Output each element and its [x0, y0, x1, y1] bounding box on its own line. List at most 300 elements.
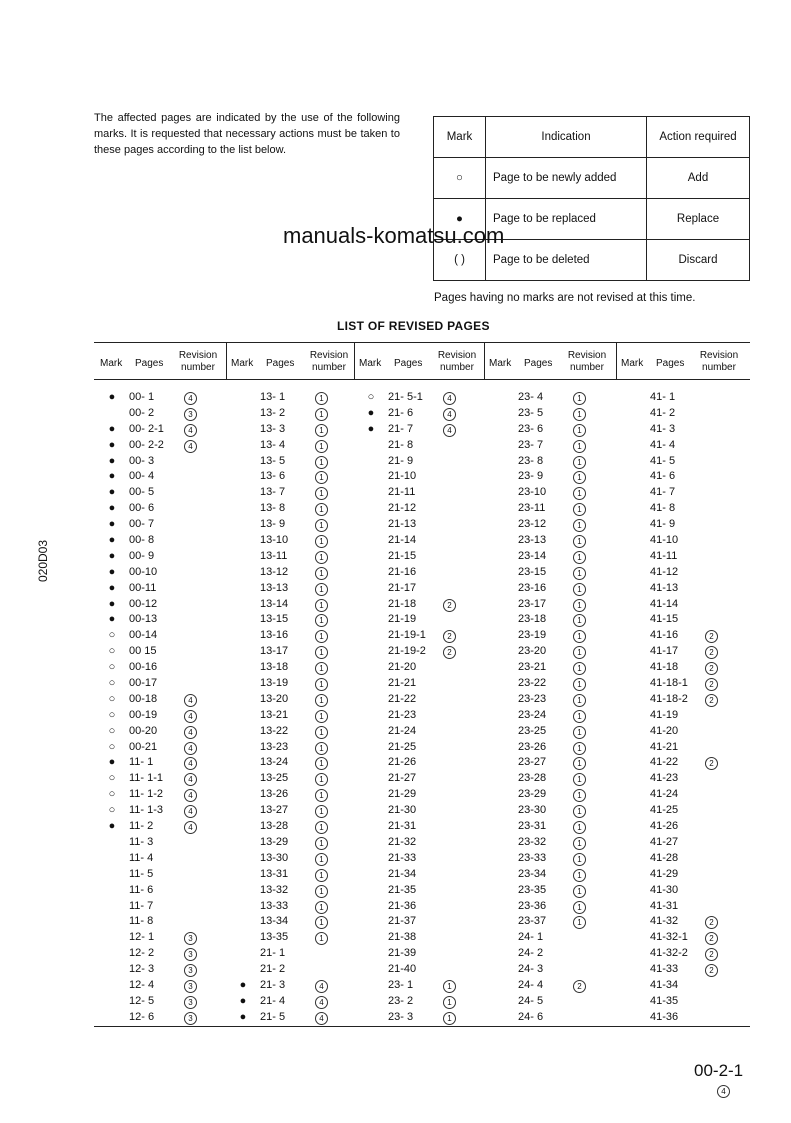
row-revision: 1 — [573, 519, 586, 532]
row-revision: 1 — [315, 535, 328, 548]
row-page: 13-12 — [260, 565, 289, 578]
header-pages: Pages — [524, 358, 553, 369]
row-revision: 4 — [184, 694, 197, 707]
row-revision: 1 — [573, 901, 586, 914]
row-page: 23- 4 — [518, 391, 544, 403]
row-page: 21- 8 — [388, 438, 414, 451]
row-page: 41-25 — [650, 804, 679, 817]
row-page: 23-18 — [518, 613, 547, 626]
row-page: 21-29 — [388, 788, 417, 801]
row-mark: ○ — [108, 788, 116, 801]
row-revision: 1 — [315, 503, 328, 516]
row-page: 13- 9 — [260, 518, 286, 531]
header-mark: Mark — [489, 358, 512, 369]
row-page: 13-24 — [260, 756, 289, 769]
row-page: 13-23 — [260, 740, 289, 753]
row-page: 13-31 — [260, 867, 289, 880]
header-revision: Revision number — [567, 350, 607, 373]
row-page: 13- 5 — [260, 454, 286, 467]
row-revision: 2 — [705, 630, 718, 643]
row-page: 21-20 — [388, 661, 417, 674]
row-page: 23-26 — [518, 740, 547, 753]
row-page: 23-12 — [518, 518, 547, 531]
row-page: 21-23 — [388, 708, 417, 721]
row-page: 00-13 — [129, 613, 158, 626]
row-page: 41- 4 — [650, 438, 676, 451]
row-page: 00- 1 — [129, 391, 155, 403]
row-revision: 2 — [705, 948, 718, 961]
row-revision: 3 — [184, 948, 197, 961]
row-page: 12- 2 — [129, 947, 155, 960]
row-revision: 1 — [315, 583, 328, 596]
row-page: 21- 5-1 — [388, 391, 423, 403]
row-page: 21-16 — [388, 565, 417, 578]
column-divider — [616, 343, 617, 379]
row-revision: 1 — [315, 551, 328, 564]
row-page: 23-33 — [518, 851, 547, 864]
row-mark: ● — [108, 581, 116, 594]
row-page: 13-17 — [260, 645, 289, 658]
legend-action: Discard — [647, 240, 750, 281]
row-mark: ● — [108, 820, 116, 833]
row-revision: 1 — [315, 742, 328, 755]
row-revision: 1 — [573, 773, 586, 786]
row-revision: 1 — [573, 503, 586, 516]
row-revision: 4 — [184, 710, 197, 723]
row-revision: 1 — [315, 424, 328, 437]
row-page: 41-33 — [650, 963, 679, 976]
row-page: 23- 5 — [518, 406, 544, 419]
row-page: 23-37 — [518, 915, 547, 928]
row-page: 21-19-1 — [388, 629, 426, 642]
row-revision: 1 — [315, 932, 328, 945]
row-page: 41-10 — [650, 534, 679, 547]
row-page: 00-19 — [129, 708, 158, 721]
column-divider — [354, 343, 355, 379]
row-revision: 1 — [573, 424, 586, 437]
row-page: 11- 5 — [129, 867, 154, 880]
row-revision: 1 — [573, 916, 586, 929]
row-page: 12- 5 — [129, 994, 155, 1007]
row-mark: ● — [108, 549, 116, 562]
row-page: 41-11 — [650, 549, 678, 562]
row-page: 11- 1-3 — [129, 804, 164, 817]
row-revision: 1 — [315, 630, 328, 643]
row-mark: ○ — [108, 724, 116, 737]
row-page: 00- 2 — [129, 406, 155, 419]
legend-indication: Page to be replaced — [486, 199, 647, 240]
row-page: 23- 3 — [388, 1010, 414, 1023]
header-mark: Mark — [359, 358, 382, 369]
header-pages: Pages — [266, 358, 295, 369]
row-revision: 4 — [184, 773, 197, 786]
row-revision: 2 — [705, 932, 718, 945]
row-revision: 1 — [573, 853, 586, 866]
row-mark: ● — [108, 756, 116, 769]
header-pages: Pages — [394, 358, 423, 369]
row-page: 13- 7 — [260, 486, 286, 499]
row-page: 41-13 — [650, 581, 679, 594]
row-page: 13-22 — [260, 724, 289, 737]
row-page: 13-19 — [260, 677, 289, 690]
row-page: 41-28 — [650, 851, 679, 864]
row-page: 13-29 — [260, 835, 289, 848]
row-revision: 1 — [315, 519, 328, 532]
row-revision: 1 — [315, 646, 328, 659]
row-page: 23- 9 — [518, 470, 544, 483]
row-page: 41-24 — [650, 788, 679, 801]
page-title: LIST OF REVISED PAGES — [337, 319, 490, 333]
row-page: 13-27 — [260, 804, 289, 817]
row-page: 41- 2 — [650, 406, 676, 419]
row-page: 13-26 — [260, 788, 289, 801]
column-divider — [484, 343, 485, 379]
row-page: 21-27 — [388, 772, 417, 785]
row-page: 23-28 — [518, 772, 547, 785]
row-page: 23-11 — [518, 502, 546, 515]
row-page: 23- 7 — [518, 438, 544, 451]
row-page: 23-29 — [518, 788, 547, 801]
row-page: 24- 2 — [518, 947, 544, 960]
row-page: 13-14 — [260, 597, 289, 610]
row-revision: 1 — [573, 726, 586, 739]
row-revision: 1 — [573, 456, 586, 469]
row-revision: 4 — [184, 440, 197, 453]
header-revision: Revision number — [437, 350, 477, 373]
row-page: 21-33 — [388, 851, 417, 864]
row-revision: 4 — [315, 1012, 328, 1025]
row-page: 13-15 — [260, 613, 289, 626]
row-page: 13-11 — [260, 549, 288, 562]
row-page: 41-22 — [650, 756, 679, 769]
footer-page-number: 00-2-1 — [694, 1061, 744, 1080]
row-page: 41-23 — [650, 772, 679, 785]
row-page: 21-38 — [388, 931, 417, 944]
header-pages: Pages — [656, 358, 685, 369]
row-page: 00- 2-2 — [129, 438, 164, 451]
row-page: 21- 4 — [260, 994, 286, 1007]
row-page: 21-25 — [388, 740, 417, 753]
row-page: 41-29 — [650, 867, 679, 880]
row-mark: ● — [108, 422, 116, 435]
row-page: 00-14 — [129, 629, 158, 642]
row-page: 13- 8 — [260, 502, 286, 515]
row-page: 00-11 — [129, 581, 157, 594]
row-page: 21-24 — [388, 724, 417, 737]
row-page: 13-33 — [260, 899, 289, 912]
row-page: 11- 3 — [129, 835, 154, 848]
row-page: 13- 4 — [260, 438, 286, 451]
row-revision: 4 — [443, 408, 456, 421]
row-page: 41-27 — [650, 835, 679, 848]
row-page: 12- 4 — [129, 978, 155, 991]
row-page: 11- 6 — [129, 883, 154, 896]
row-page: 23-32 — [518, 835, 547, 848]
row-revision: 1 — [573, 821, 586, 834]
row-page: 41- 3 — [650, 422, 676, 435]
row-revision: 1 — [315, 821, 328, 834]
row-page: 23-21 — [518, 661, 547, 674]
row-page: 13-21 — [260, 708, 289, 721]
row-page: 41-26 — [650, 820, 679, 833]
legend-mark: ● — [434, 199, 486, 240]
row-page: 41-32-1 — [650, 931, 688, 944]
row-page: 23-30 — [518, 804, 547, 817]
row-revision: 1 — [573, 630, 586, 643]
row-revision: 4 — [184, 757, 197, 770]
row-revision: 1 — [573, 535, 586, 548]
header-revision: Revision number — [309, 350, 349, 373]
row-page: 11- 4 — [129, 851, 154, 864]
row-mark: ● — [239, 978, 247, 991]
row-revision: 1 — [315, 440, 328, 453]
row-page: 11- 2 — [129, 820, 154, 833]
row-page: 21- 7 — [388, 422, 414, 435]
row-page: 41-20 — [650, 724, 679, 737]
row-page: 41-31 — [650, 899, 679, 912]
header-mark: Mark — [621, 358, 644, 369]
legend-header-row — [434, 117, 750, 158]
row-page: 21-11 — [388, 486, 416, 499]
row-page: 23-14 — [518, 549, 547, 562]
row-page: 13- 1 — [260, 391, 286, 403]
row-revision: 1 — [443, 996, 456, 1009]
row-revision: 1 — [573, 440, 586, 453]
table-bottom-rule — [94, 1026, 750, 1027]
row-page: 41-32-2 — [650, 947, 688, 960]
row-page: 11- 1 — [129, 756, 154, 769]
row-page: 23- 6 — [518, 422, 544, 435]
row-revision: 1 — [315, 392, 328, 405]
row-revision: 2 — [443, 630, 456, 643]
legend-mark: ○ — [434, 158, 486, 199]
row-page: 13- 6 — [260, 470, 286, 483]
row-page: 13-18 — [260, 661, 289, 674]
row-mark: ● — [108, 438, 116, 451]
row-mark: ● — [367, 406, 375, 419]
row-revision: 1 — [573, 710, 586, 723]
row-page: 21-26 — [388, 756, 417, 769]
row-mark: ○ — [108, 661, 116, 674]
intro-paragraph: The affected pages are indicated by the use of the following marks. It is requested that necessary actions must be taken to these pages according to the list below. — [94, 112, 400, 156]
row-revision: 1 — [315, 456, 328, 469]
row-page: 41- 9 — [650, 518, 676, 531]
row-revision: 1 — [315, 805, 328, 818]
row-page: 21-40 — [388, 963, 417, 976]
no-mark-note: Pages having no marks are not revised at this time. — [434, 292, 696, 304]
row-mark: ● — [108, 470, 116, 483]
row-revision: 1 — [315, 408, 328, 421]
row-revision: 1 — [315, 471, 328, 484]
row-page: 21-10 — [388, 470, 417, 483]
row-revision: 3 — [184, 932, 197, 945]
row-page: 21-39 — [388, 947, 417, 960]
row-mark: ● — [108, 502, 116, 515]
row-revision: 1 — [573, 646, 586, 659]
row-page: 13-35 — [260, 931, 289, 944]
row-mark: ● — [108, 597, 116, 610]
row-mark: ○ — [108, 740, 116, 753]
row-mark: ○ — [108, 772, 116, 785]
row-page: 21-19 — [388, 613, 417, 626]
row-revision: 4 — [184, 805, 197, 818]
row-page: 21-34 — [388, 867, 417, 880]
row-revision: 1 — [315, 726, 328, 739]
row-page: 13- 3 — [260, 422, 286, 435]
row-page: 00-21 — [129, 740, 158, 753]
row-page: 41-35 — [650, 994, 679, 1007]
row-revision: 2 — [705, 964, 718, 977]
row-revision: 2 — [443, 599, 456, 612]
row-revision: 1 — [573, 662, 586, 675]
row-page: 41- 8 — [650, 502, 676, 515]
row-page: 11- 1-1 — [129, 772, 164, 785]
row-revision: 1 — [573, 742, 586, 755]
row-revision: 3 — [184, 996, 197, 1009]
row-revision: 1 — [573, 392, 586, 405]
row-page: 13-13 — [260, 581, 289, 594]
row-page: 21- 1 — [260, 947, 286, 960]
row-revision: 4 — [184, 821, 197, 834]
row-page: 12- 1 — [129, 931, 155, 944]
row-page: 23-22 — [518, 677, 547, 690]
row-page: 12- 3 — [129, 963, 155, 976]
row-page: 41- 1 — [650, 391, 676, 403]
row-mark: ● — [108, 534, 116, 547]
row-page: 41-18 — [650, 661, 679, 674]
row-revision: 1 — [573, 805, 586, 818]
row-revision: 1 — [573, 614, 586, 627]
row-page: 00- 2-1 — [129, 422, 164, 435]
row-revision: 4 — [184, 789, 197, 802]
row-revision: 1 — [315, 837, 328, 850]
row-page: 23-25 — [518, 724, 547, 737]
row-page: 23-23 — [518, 692, 547, 705]
row-revision: 1 — [443, 1012, 456, 1025]
legend-action: Replace — [647, 199, 750, 240]
row-page: 23-24 — [518, 708, 547, 721]
row-revision: 1 — [315, 916, 328, 929]
side-code: 020D03 — [36, 539, 50, 582]
legend-header-indication: Indication — [486, 117, 647, 158]
legend-row — [434, 158, 750, 199]
legend-indication: Page to be deleted — [486, 240, 647, 281]
row-page: 41-17 — [650, 645, 679, 658]
row-revision: 4 — [443, 424, 456, 437]
row-page: 13-30 — [260, 851, 289, 864]
row-page: 13-34 — [260, 915, 289, 928]
row-page: 21-31 — [388, 820, 417, 833]
row-revision: 3 — [184, 1012, 197, 1025]
row-mark: ● — [108, 486, 116, 499]
row-page: 41-18-2 — [650, 692, 688, 705]
row-page: 41-15 — [650, 613, 679, 626]
row-page: 21-30 — [388, 804, 417, 817]
row-page: 24- 3 — [518, 963, 544, 976]
row-page: 12- 6 — [129, 1010, 155, 1023]
row-page: 21- 9 — [388, 454, 414, 467]
watermark: manuals-komatsu.com — [283, 223, 505, 248]
row-page: 13-20 — [260, 692, 289, 705]
row-page: 23-36 — [518, 899, 547, 912]
row-page: 23-17 — [518, 597, 547, 610]
row-revision: 1 — [315, 789, 328, 802]
row-mark: ● — [367, 422, 375, 435]
row-revision: 4 — [184, 392, 197, 405]
row-page: 00-10 — [129, 565, 158, 578]
row-page: 21-18 — [388, 597, 417, 610]
row-page: 21-14 — [388, 534, 417, 547]
table-header-rule — [94, 379, 750, 380]
row-page: 21-19-2 — [388, 645, 426, 658]
row-page: 23- 8 — [518, 454, 544, 467]
row-revision: 1 — [573, 757, 586, 770]
row-revision: 2 — [705, 916, 718, 929]
row-page: 41-34 — [650, 978, 679, 991]
row-page: 24- 6 — [518, 1010, 544, 1023]
header-mark: Mark — [231, 358, 254, 369]
row-page: 21-13 — [388, 518, 417, 531]
row-revision: 4 — [184, 726, 197, 739]
row-revision: 1 — [573, 869, 586, 882]
row-revision: 2 — [705, 757, 718, 770]
header-revision: Revision number — [178, 350, 218, 373]
row-page: 41-32 — [650, 915, 679, 928]
row-revision: 1 — [573, 567, 586, 580]
legend-header-action: Action required — [647, 117, 750, 158]
legend-header-mark: Mark — [434, 117, 486, 158]
row-revision: 1 — [573, 789, 586, 802]
row-revision: 4 — [315, 980, 328, 993]
row-revision: 1 — [573, 487, 586, 500]
row-revision: 4 — [443, 392, 456, 405]
legend-indication: Page to be newly added — [486, 158, 647, 199]
row-revision: 4 — [315, 996, 328, 1009]
row-page: 41-14 — [650, 597, 679, 610]
row-page: 00- 5 — [129, 486, 155, 499]
row-page: 23-19 — [518, 629, 547, 642]
row-revision: 1 — [315, 662, 328, 675]
row-page: 00- 8 — [129, 534, 155, 547]
row-page: 11- 1-2 — [129, 788, 164, 801]
row-revision: 1 — [573, 837, 586, 850]
row-revision: 1 — [315, 757, 328, 770]
row-page: 23-13 — [518, 534, 547, 547]
row-page: 13-10 — [260, 534, 289, 547]
row-mark: ● — [239, 1010, 247, 1023]
row-mark: ● — [108, 565, 116, 578]
row-revision: 1 — [315, 614, 328, 627]
row-page: 23-34 — [518, 867, 547, 880]
row-mark: ○ — [108, 629, 116, 642]
header-revision: Revision number — [699, 350, 739, 373]
row-page: 00 15 — [129, 645, 157, 658]
row-page: 21-36 — [388, 899, 417, 912]
row-revision: 1 — [315, 901, 328, 914]
row-page: 13-32 — [260, 883, 289, 896]
row-revision: 1 — [315, 487, 328, 500]
row-revision: 1 — [443, 980, 456, 993]
row-page: 24- 5 — [518, 994, 544, 1007]
row-page: 23-15 — [518, 565, 547, 578]
row-revision: 1 — [573, 885, 586, 898]
row-page: 21- 2 — [260, 963, 286, 976]
row-page: 00-18 — [129, 692, 158, 705]
row-revision: 1 — [315, 885, 328, 898]
row-revision: 2 — [705, 694, 718, 707]
row-page: 21-12 — [388, 502, 417, 515]
row-revision: 4 — [184, 742, 197, 755]
